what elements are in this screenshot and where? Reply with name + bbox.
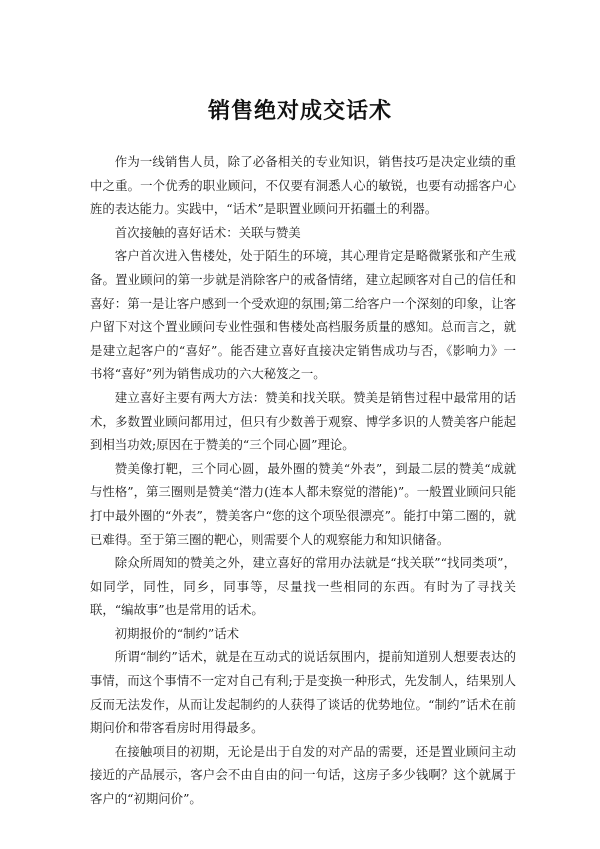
document-body xyxy=(90,150,516,811)
paragraph-first-visit: 客户首次进入售楼处，处于陌生的环境，其心理肯定是略微紧张和产生戒备。置业顾问的第一步就是消除客户的戒备情绪，建立起顾客对自己的信任和喜好：第一是让客户感到一个受欢迎的氛围;第二给客户一个深刻的印象，让客户留下对这个置业顾问专业性强和售楼处高档服务质量的感知。总而言之，就是建立起客户的“喜好”。能否建立喜好直接决定销售成功与否，《影响力》一书将“喜好”列为销售成功的六大秘笈之一。 xyxy=(90,248,516,382)
document-title: 销售绝对成交话术 xyxy=(207,98,392,124)
paragraph-intro: 作为一线销售人员，除了必备相关的专业知识，销售技巧是决定业绩的重中之重。一个优秀的职业顾问，不仅要有洞悉人心的敏锐，也要有动摇客户心旌的表达能力。实践中，“话术”是职置业顾问开拓疆土的利器。 xyxy=(90,154,516,217)
section-heading-first-contact: 首次接触的喜好话术：关联与赞美 xyxy=(114,224,301,240)
paragraph-find-connection: 除众所周知的赞美之外，建立喜好的常用办法就是“找关联”“找同类项”，如同学，同性，同乡，同事等，尽量找一些相同的东西。有时为了寻找关联，“编故事”也是常用的话术。 xyxy=(90,555,516,618)
paragraph-concentric-circles: 赞美像打靶，三个同心圆，最外圈的赞美“外表”，到最二层的赞美“成就与性格”，第三圈则是赞美“潜力(连本人都未察觉的潜能)”。一般置业顾问只能打中最外圈的“外表”，赞美客户“您的这个项坠很漂亮”。能打中第二圈的，就已难得。至于第三圈的靶心，则需要个人的观察能力和知识储备。 xyxy=(90,460,516,547)
section-heading-initial-quote: 初期报价的“制约”话术 xyxy=(114,625,239,641)
paragraph-initial-inquiry: 在接触项目的初期，无论是出于自发的对产品的需要，还是置业顾问主动接近的产品展示，客户会不由自由的问一句话，这房子多少钱啊？这个就属于客户的“初期问价”。 xyxy=(90,743,516,807)
paragraph-constraint-tactic: 所谓“制约”话术，就是在互动式的说话氛围内，提前知道别人想要表达的事情，而这个事情不一定对自己有利;于是变换一种形式，先发制人，结果别人反而无法发作，从而让发起制约的人获得了谈话的优势地位。“制约”话术在前期问价和带客看房时用得最多。 xyxy=(90,649,516,736)
paragraph-two-methods: 建立喜好主要有两大方法：赞美和找关联。赞美是销售过程中最常用的话术，多数置业顾问都用过，但只有少数善于观察、博学多识的人赞美客户能起到相当功效;原因在于赞美的“三个同心圆”理论。 xyxy=(90,389,516,453)
